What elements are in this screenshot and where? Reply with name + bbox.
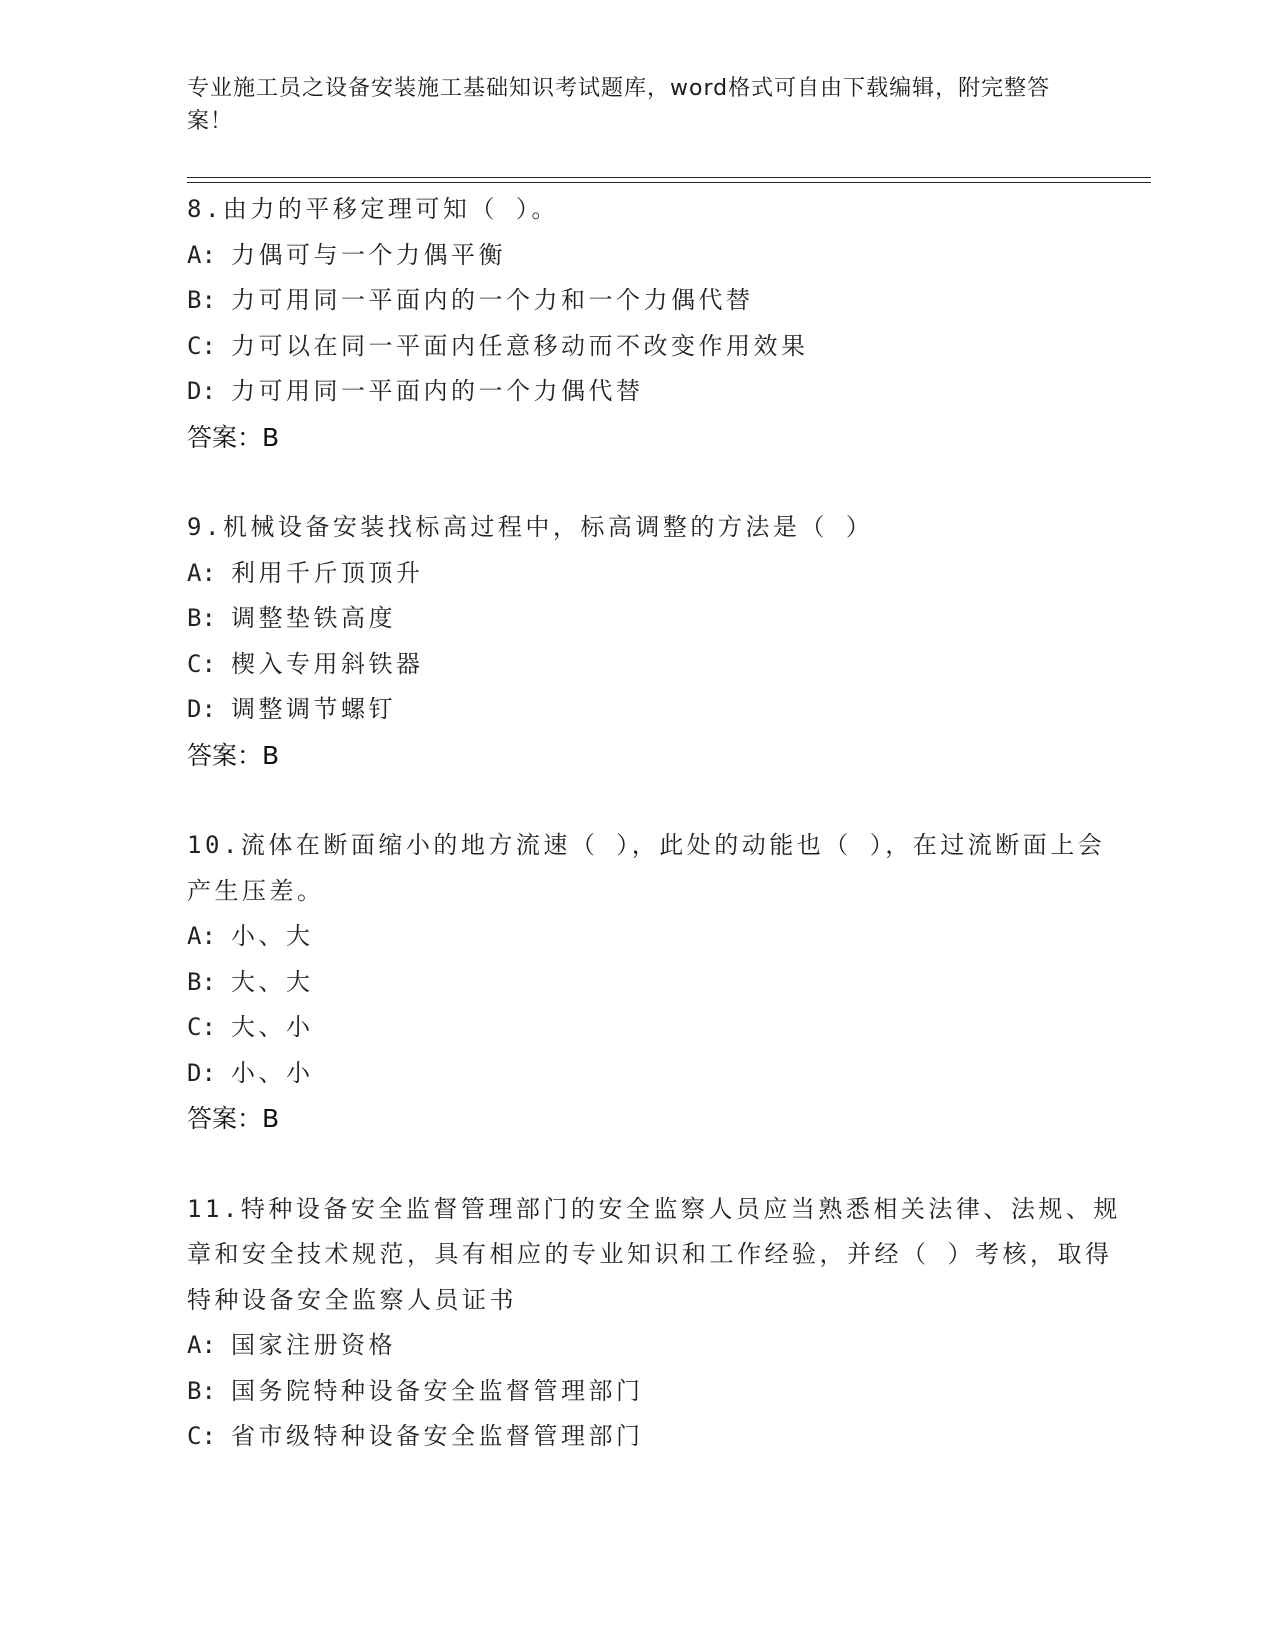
- option-c: [187, 1005, 1127, 1051]
- option-key: D:: [187, 695, 216, 723]
- option-text: 国家注册资格: [231, 1331, 396, 1359]
- document-header: 专业施工员之设备安装施工基础知识考试题库，word格式可自由下载编辑，附完整答案！: [187, 76, 1051, 134]
- question-item: [187, 187, 1127, 460]
- option-key: C:: [187, 1422, 216, 1450]
- question-stem: 10.流体在断面缩小的地方流速（ ），此处的动能也（ ），在过流断面上会产生压差。: [187, 831, 1106, 905]
- option-c: [187, 642, 1127, 688]
- option-key: A:: [187, 558, 216, 587]
- header-divider-top: [187, 177, 1151, 178]
- option-key: C:: [187, 331, 216, 360]
- option-text: 大、小: [231, 1013, 314, 1041]
- option-text: 国务院特种设备安全监督管理部门: [231, 1376, 644, 1405]
- option-key: B:: [187, 1376, 216, 1405]
- option-d: [187, 687, 1127, 733]
- option-text: 调整调节螺钉: [231, 695, 396, 723]
- option-key: B:: [187, 286, 216, 314]
- question-item: [187, 823, 1127, 1142]
- option-a: [187, 233, 1127, 279]
- option-d: [187, 369, 1127, 415]
- option-b: [187, 278, 1127, 324]
- answer-text: 答案：B: [187, 740, 280, 770]
- answer-text: 答案：B: [187, 422, 280, 452]
- option-key: A:: [187, 240, 216, 269]
- header-divider-bottom: [187, 182, 1151, 183]
- option-a: [187, 551, 1127, 597]
- option-text: 力偶可与一个力偶平衡: [231, 240, 506, 269]
- question-item: [187, 1187, 1127, 1460]
- option-a: [187, 914, 1127, 960]
- question-list: [187, 187, 1127, 1460]
- option-c: [187, 1414, 1127, 1460]
- option-key: C:: [187, 649, 216, 678]
- question-stem: 8.由力的平移定理可知（ ）。: [187, 195, 559, 223]
- option-d: [187, 1051, 1127, 1097]
- question-stem: 9.机械设备安装找标高过程中，标高调整的方法是（ ）: [187, 513, 874, 541]
- option-b: [187, 960, 1127, 1006]
- option-b: [187, 596, 1127, 642]
- option-text: 力可用同一平面内的一个力和一个力偶代替: [231, 286, 754, 314]
- option-text: 利用千斤顶顶升: [231, 558, 424, 587]
- option-key: A:: [187, 1331, 216, 1359]
- option-text: 省市级特种设备安全监督管理部门: [231, 1422, 644, 1450]
- option-text: 大、大: [231, 967, 314, 996]
- option-c: [187, 324, 1127, 370]
- option-b: [187, 1369, 1127, 1415]
- option-text: 调整垫铁高度: [231, 604, 396, 632]
- question-item: [187, 505, 1127, 778]
- option-text: 小、小: [231, 1058, 314, 1087]
- option-text: 小、大: [231, 922, 314, 950]
- question-stem: 11.特种设备安全监督管理部门的安全监察人员应当熟悉相关法律、法规、规章和安全技术规范，具有相应的专业知识和工作经验，并经（ ）考核，取得特种设备安全监察人员证书: [187, 1194, 1121, 1314]
- option-key: C:: [187, 1013, 216, 1041]
- option-key: B:: [187, 604, 216, 632]
- option-key: A:: [187, 922, 216, 950]
- option-key: B:: [187, 967, 216, 996]
- option-key: D:: [187, 1058, 216, 1087]
- option-text: 力可以在同一平面内任意移动而不改变作用效果: [231, 331, 809, 360]
- option-text: 力可用同一平面内的一个力偶代替: [231, 377, 644, 405]
- answer-text: 答案：B: [187, 1104, 280, 1133]
- option-text: 楔入专用斜铁器: [231, 649, 424, 678]
- option-a: [187, 1323, 1127, 1369]
- option-key: D:: [187, 377, 216, 405]
